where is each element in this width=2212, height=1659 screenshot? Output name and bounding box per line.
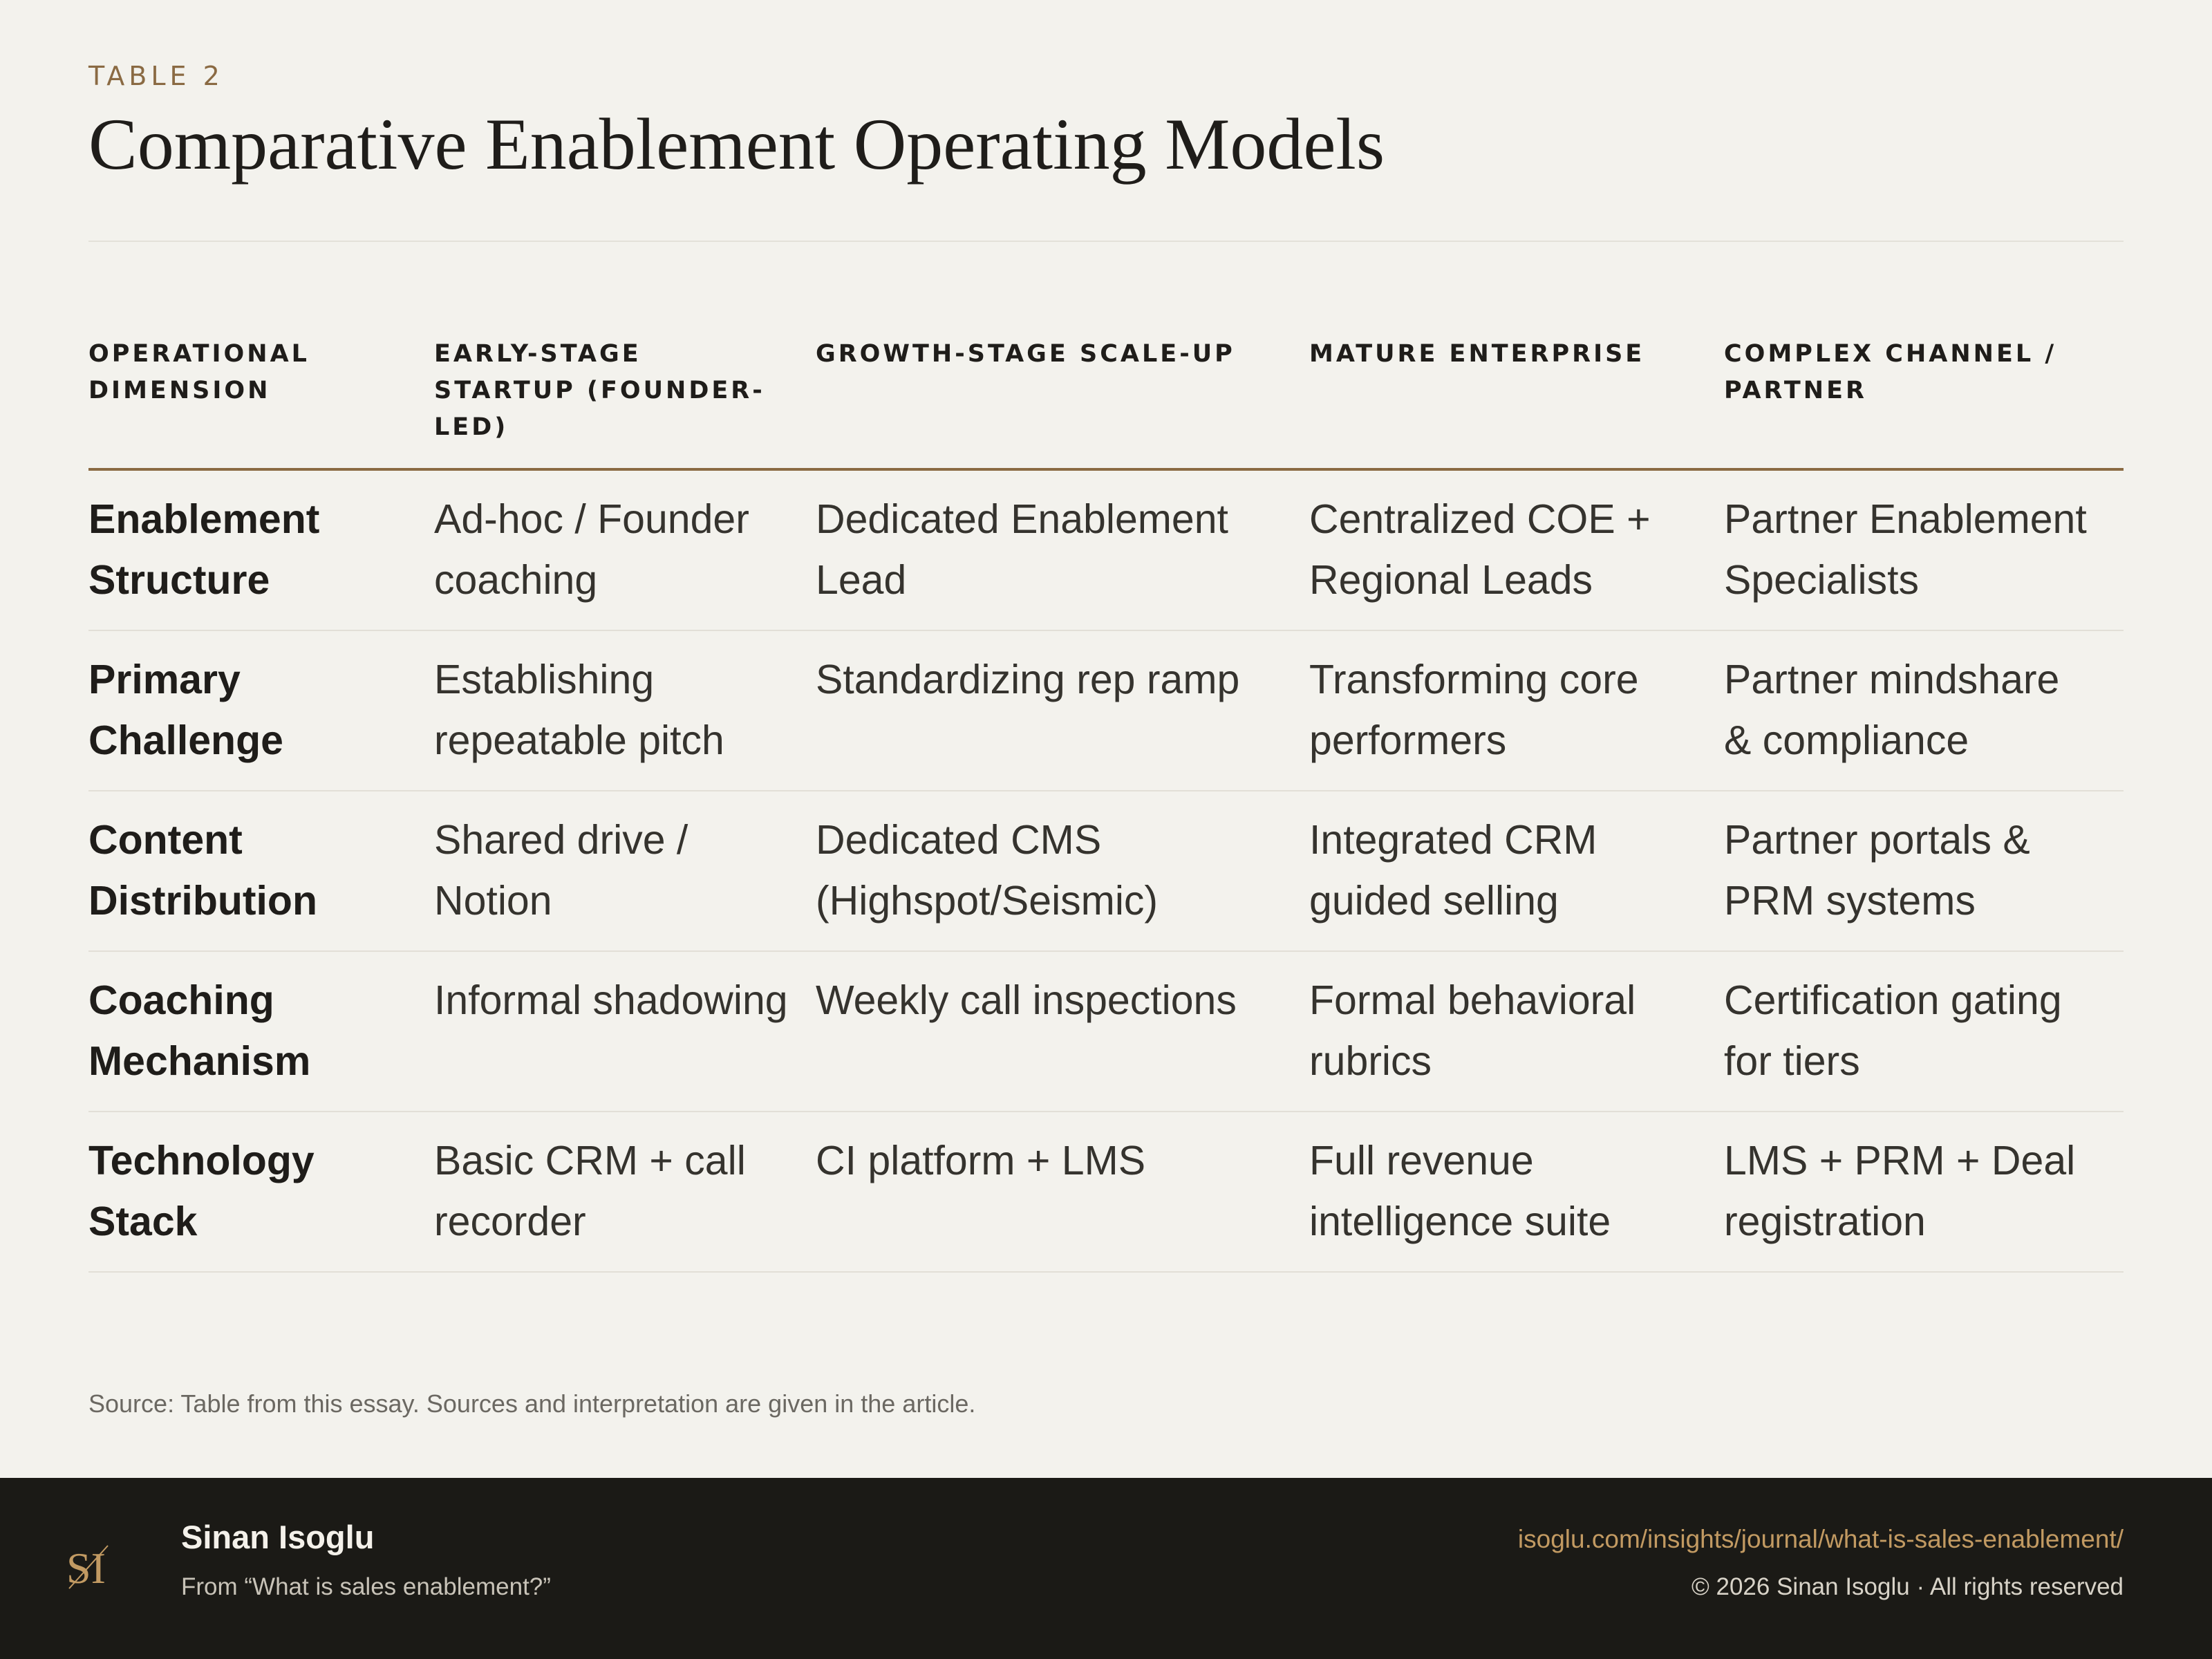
monogram-logo-icon [64,1540,116,1593]
table-cell: Standardizing rep ramp [816,630,1309,791]
page-title: Comparative Enablement Operating Models [88,104,1385,185]
table-cell: Centralized COE + Regional Leads [1309,469,1724,630]
table-header-row [88,325,2124,469]
row-dimension-label: Primary Challenge [88,630,434,791]
table-cell: Partner portals & PRM systems [1724,791,2124,951]
table-row [88,951,2124,1112]
table-cell: Dedicated CMS (Highspot/Seismic) [816,791,1309,951]
article-url-link[interactable]: isoglu.com/insights/journal/what-is-sales-enablement/ [1517,1525,2124,1553]
author-name: Sinan Isoglu [181,1519,375,1555]
table-cell: Informal shadowing [434,951,816,1112]
row-dimension-label: Enablement Structure [88,469,434,630]
row-dimension-label: Content Distribution [88,791,434,951]
table-row [88,791,2124,951]
source-note: Source: Table from this essay. Sources and interpretation are given in the article. [88,1389,976,1418]
table-cell: Transforming core performers [1309,630,1724,791]
table-cell: Establishing repeatable pitch [434,630,816,791]
table-cell: Partner mindshare & compliance [1724,630,2124,791]
table-cell: Basic CRM + call recorder [434,1112,816,1272]
table-row [88,469,2124,630]
table-number-label: TABLE 2 [88,61,224,91]
table-cell: Shared drive / Notion [434,791,816,951]
table-cell: LMS + PRM + Deal registration [1724,1112,2124,1272]
table-cell: Certification gating for tiers [1724,951,2124,1112]
table-cell: Formal behavioral rubrics [1309,951,1724,1112]
table-cell: Dedicated Enablement Lead [816,469,1309,630]
column-header-startup: EARLY-STAGE STARTUP (FOUNDER-LED) [434,325,816,469]
table-cell: CI platform + LMS [816,1112,1309,1272]
copyright-text: © 2026 Sinan Isoglu · All rights reserved [1691,1573,2124,1600]
table-cell: Weekly call inspections [816,951,1309,1112]
footer-bar [0,1478,2212,1659]
table-cell: Partner Enablement Specialists [1724,469,2124,630]
table-cell: Full revenue intelligence suite [1309,1112,1724,1272]
row-dimension-label: Technology Stack [88,1112,434,1272]
logo-monogram: SI [66,1544,106,1593]
article-source-line: From “What is sales enablement?” [181,1573,551,1600]
table-cell: Ad-hoc / Founder coaching [434,469,816,630]
operating-models-table [88,325,2124,1273]
table-cell: Integrated CRM guided selling [1309,791,1724,951]
table-row [88,1112,2124,1272]
table-row [88,630,2124,791]
column-header-scaleup: GROWTH-STAGE SCALE-UP [816,325,1309,469]
column-header-dimension: OPERATIONAL DIMENSION [88,325,434,469]
column-header-channel: COMPLEX CHANNEL / PARTNER [1724,325,2124,469]
row-dimension-label: Coaching Mechanism [88,951,434,1112]
column-header-enterprise: MATURE ENTERPRISE [1309,325,1724,469]
title-divider [88,241,2124,242]
